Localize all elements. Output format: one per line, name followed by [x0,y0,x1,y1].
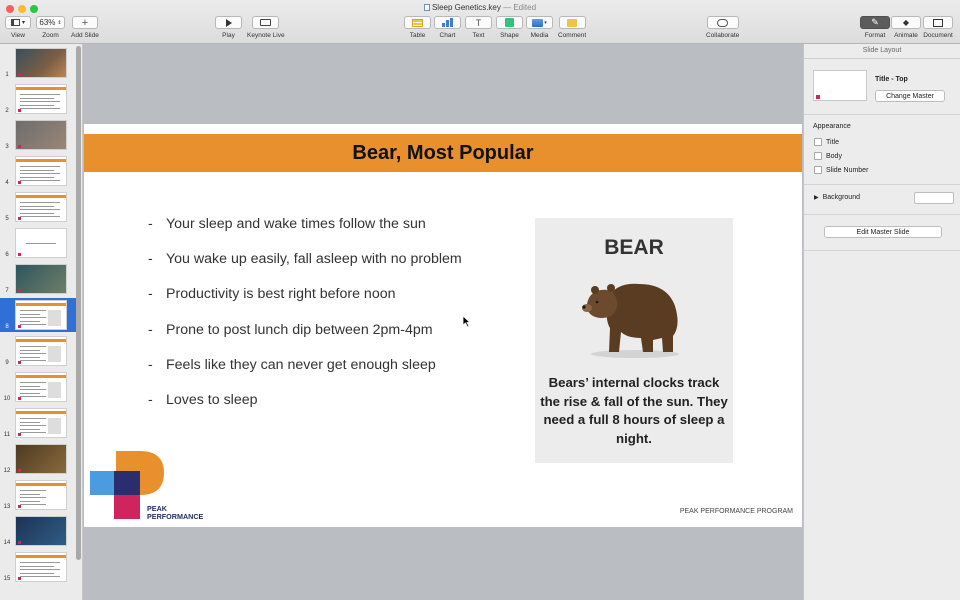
slide-preview [15,444,67,474]
slide-thumbnail-15[interactable] [0,550,76,584]
preview-text-line [20,202,60,203]
preview-text-line [20,314,40,315]
inspector-title: Slide Layout [862,47,902,54]
title-banner [84,134,802,172]
preview-text-line [20,321,40,322]
slide-thumbnail-14[interactable] [0,514,76,548]
document-title [0,3,960,12]
layout-thumbnail[interactable] [813,70,867,101]
preview-text-line [20,98,54,99]
media-label: Media [530,32,549,39]
bullet-item [148,322,462,357]
preview-text-line [20,396,46,397]
shape-button[interactable] [496,16,523,39]
plus-icon: + [81,16,89,29]
sidebar-icon [11,19,20,26]
add-slide-button[interactable] [71,16,99,39]
bear-icon [577,270,687,360]
preview-text-line [20,346,46,347]
slide-preview [15,120,67,150]
preview-text-line [20,562,60,563]
table-label: Table [409,32,426,39]
animate-icon: ◆ [902,18,910,27]
slide-title[interactable]: Bear, Most Popular [352,141,534,164]
preview-text-line [20,310,46,311]
slide-number: 14 [3,540,11,546]
preview-text-line [20,501,40,502]
keynote-live-label: Keynote Live [247,32,285,39]
preview-text-line [20,389,46,390]
preview-text-line [20,566,54,567]
slide-number: 5 [5,216,9,222]
slide-thumbnail-6[interactable] [0,226,76,260]
document-label: Document [923,32,953,39]
preview-text-line [20,206,54,207]
slide-number: 7 [5,288,9,294]
checkbox-title[interactable] [814,138,839,146]
slide-preview [15,516,67,546]
preview-logo [18,289,21,292]
bullet-item [148,357,462,392]
format-button[interactable] [860,16,890,39]
preview-logo [18,145,21,148]
table-button[interactable] [404,16,431,39]
shape-icon [505,18,514,27]
preview-logo [18,325,21,328]
comment-button[interactable] [558,16,586,39]
preview-text-line [20,490,46,491]
checkbox-box[interactable] [814,166,822,174]
document-button[interactable] [923,16,953,39]
preview-text-line [20,418,46,419]
preview-text-line [20,173,60,174]
preview-text-line [20,317,46,318]
slide-number: 1 [5,72,9,78]
preview-logo [18,577,21,580]
bear-card-heading: BEAR [604,236,664,259]
bullet-marker: - [148,216,153,232]
slide-thumbnail-3[interactable] [0,118,76,152]
slide-thumbnail-13[interactable] [0,478,76,512]
animate-label: Animate [894,32,918,39]
appearance-label: Appearance [813,123,851,130]
background-color-well[interactable] [914,192,954,204]
preview-logo [18,397,21,400]
preview-text-line [20,573,54,574]
slide-thumbnail-7[interactable] [0,262,76,296]
bear-card-image[interactable] [535,218,733,463]
disclosure-triangle-icon: ▶ [814,195,819,201]
checkbox-slide-number[interactable] [814,166,868,174]
play-button[interactable] [215,16,242,39]
slide-preview [15,372,67,402]
slide-thumbnail-12[interactable] [0,442,76,476]
preview-logo [18,505,21,508]
chevron-down-icon: ▾ [21,20,25,26]
divider [804,58,960,59]
mouse-pointer-icon [463,316,471,327]
slide-thumbnail-4[interactable] [0,154,76,188]
preview-text-line [20,357,40,358]
preview-text-line [20,350,40,351]
play-icon [226,19,232,27]
preview-text-line [20,216,60,217]
slide-number: 3 [5,144,9,150]
slide-thumbnail-8[interactable] [0,298,76,332]
change-master-button[interactable]: Change Master [875,90,945,102]
stepper-icon: ⇕ [57,19,62,26]
view-button[interactable] [5,16,31,39]
chart-button[interactable] [434,16,461,39]
bullet-marker: - [148,321,153,338]
slide-preview [15,48,67,78]
divider [804,214,960,215]
view-label: View [11,32,25,39]
preview-text-line [20,166,60,167]
bullet-item [148,286,462,321]
preview-logo [18,217,21,220]
layout-name: Title - Top [875,76,908,83]
bullet-text: Loves to sleep [166,391,258,408]
media-button[interactable] [526,16,553,39]
chart-label: Chart [439,32,456,39]
slide-number: 8 [5,324,9,330]
bullet-item [148,251,462,286]
preview-text-line [20,101,60,102]
preview-banner [16,159,66,162]
paintbrush-icon: ✎ [871,17,879,27]
shape-label: Shape [500,32,519,39]
preview-logo [18,73,21,76]
slide-number: 9 [5,360,9,366]
preview-text-line [20,382,46,383]
navigator-scrollbar[interactable] [76,46,81,560]
slide-navigator [0,44,83,600]
bullet-marker: - [148,286,153,303]
peak-performance-logo[interactable] [90,449,204,521]
preview-logo [18,541,21,544]
preview-text-line [20,177,54,178]
logo-text-line2: PERFORMANCE [147,512,204,521]
logo-text [147,505,203,521]
chevron-down-icon: ▾ [544,19,547,26]
zoom-value: 63% [39,18,56,27]
preview-banner [16,195,66,198]
preview-text-line [20,432,46,433]
slide-preview [15,84,67,114]
preview-text-line [20,105,54,106]
preview-text-line [20,324,46,325]
slide-number: 2 [5,108,9,114]
slide-number: 4 [5,180,9,186]
preview-text-line [20,360,46,361]
preview-image [48,346,61,362]
preview-banner [16,303,66,306]
preview-text-line [20,108,60,109]
preview-banner [16,411,66,414]
slide-number: 12 [3,468,11,474]
preview-text-line [20,504,46,505]
bullet-text: You wake up easily, fall asleep with no problem [166,251,462,268]
slide-preview [15,192,67,222]
preview-text-line [20,386,40,387]
background-label: Background [822,194,860,201]
preview-text-line [20,353,46,354]
preview-text-line [20,94,60,95]
preview-text-line [20,429,40,430]
checkbox-box[interactable] [814,152,822,160]
slide-number: 6 [5,252,9,258]
preview-text-line [20,393,40,394]
slide-thumbnail-5[interactable] [0,190,76,224]
checkbox-box[interactable] [814,138,822,146]
slide-preview [15,264,67,294]
text-button[interactable] [465,16,492,39]
background-disclosure[interactable] [814,194,860,201]
bullet-text: Productivity is best right before noon [166,286,396,303]
checkbox-body[interactable] [814,152,842,160]
bullet-marker: - [148,251,153,268]
comment-icon [567,19,577,27]
document-icon [933,19,943,27]
slide-thumbnail-9[interactable] [0,334,76,368]
format-inspector [803,44,960,600]
add-slide-label: Add Slide [71,32,99,39]
bullet-list[interactable] [148,216,462,427]
preview-text-line [20,497,46,498]
slide-thumbnail-2[interactable] [0,82,76,116]
preview-photo [16,265,66,293]
collaborate-label: Collaborate [706,32,740,39]
slide-footer[interactable]: PEAK PERFORMANCE PROGRAM [679,508,793,515]
zoom-label: Zoom [42,32,59,39]
slide-preview [15,480,67,510]
preview-text-line [20,569,60,570]
bear-card-caption: Bears’ internal clocks track the rise & fall of the sun. They need a full 8 hours of sleep a night. [540,375,728,446]
slide-preview [15,156,67,186]
preview-banner [16,339,66,342]
slide-thumbnail-11[interactable] [0,406,76,440]
bullet-text: Your sleep and wake times follow the sun [166,216,426,232]
bullet-marker: - [148,391,153,408]
divider [804,250,960,251]
slide-number: 15 [3,576,11,582]
logo-text-line1: PEAK [147,504,167,513]
table-icon [412,19,423,27]
preview-logo [18,469,21,472]
document-icon [424,4,430,11]
play-label: Play [222,32,235,39]
text-icon: T [475,17,482,28]
slide-thumbnail-1[interactable] [0,46,76,80]
slide-number: 11 [3,432,11,438]
preview-logo [18,433,21,436]
collaborate-icon [717,19,728,27]
keynote-live-icon [260,19,271,26]
preview-text-line [20,209,60,210]
divider [804,184,960,185]
slide-canvas [84,44,802,600]
edited-label: — Edited [503,3,537,12]
chart-icon [442,18,454,27]
preview-banner [16,483,66,486]
slide-preview [15,552,67,582]
preview-banner [16,87,66,90]
preview-text-line [20,170,54,171]
bullet-text: Prone to post lunch dip between 2pm-4pm [166,321,433,338]
media-icon [532,19,543,27]
checkbox-label: Title [826,138,839,146]
bullet-text: Feels like they can never get enough sleep [166,356,436,373]
collaborate-button[interactable] [706,16,739,39]
slide-number: 13 [3,504,11,510]
preview-text-line [20,180,60,181]
preview-image [48,418,61,434]
slide-preview [15,300,67,330]
preview-logo [18,181,21,184]
bullet-item [148,216,462,251]
preview-image [48,310,61,326]
preview-logo [18,109,21,112]
preview-photo [16,517,66,545]
preview-photo [16,121,66,149]
preview-logo [18,361,21,364]
format-label: Format [864,32,886,39]
preview-text-line [26,243,56,244]
document-name: Sleep Genetics.key [431,3,501,12]
edit-master-slide-button[interactable]: Edit Master Slide [824,226,942,238]
slide[interactable] [84,124,802,527]
preview-photo [16,49,66,77]
preview-text-line [20,494,40,495]
preview-image [48,382,61,398]
preview-banner [16,375,66,378]
slide-preview [15,408,67,438]
preview-text-line [20,422,40,423]
text-label: Text [472,32,485,39]
slide-preview [15,336,67,366]
toolbar [0,0,960,44]
bullet-item [148,392,462,427]
preview-text-line [20,425,46,426]
zoom-control[interactable] [36,16,65,39]
slide-thumbnail-10[interactable] [0,370,76,404]
bullet-marker: - [148,356,153,373]
preview-text-line [20,213,54,214]
layout-thumb-dot-icon [816,95,820,99]
checkbox-label: Slide Number [826,166,869,174]
preview-text-line [20,576,60,577]
divider [804,114,960,115]
keynote-live-button[interactable] [247,16,285,39]
preview-photo [16,445,66,473]
comment-label: Comment [558,32,587,39]
animate-button[interactable] [891,16,921,39]
checkbox-label: Body [826,152,842,160]
preview-logo [18,253,21,256]
preview-banner [16,555,66,558]
slide-number: 10 [3,396,11,402]
slide-preview [15,228,67,258]
